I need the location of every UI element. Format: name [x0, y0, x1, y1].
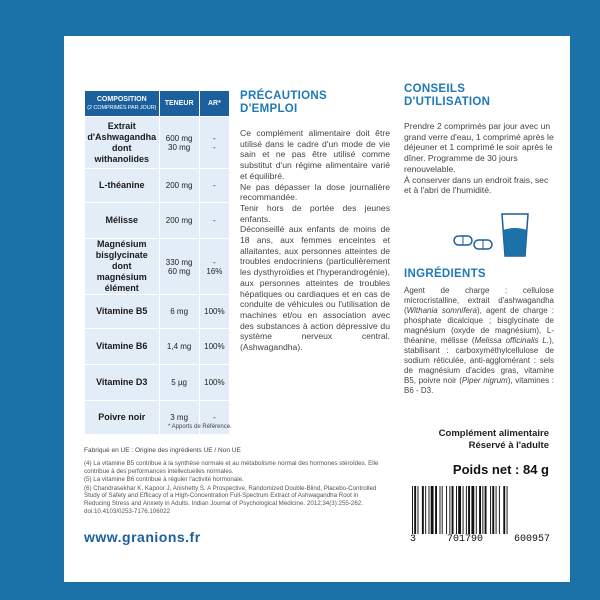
row-ar: - [199, 401, 229, 435]
row-value: 5 µg [159, 365, 199, 401]
header-composition: COMPOSITION (2 COMPRIMÉS PAR JOUR) [85, 91, 160, 117]
barcode-bar [490, 486, 491, 534]
row-ar: - [213, 142, 216, 152]
row-value: 1,4 mg [159, 329, 199, 365]
pill-icon [454, 236, 492, 249]
barcode-bar [456, 486, 457, 534]
table-footnote: * Apports de Référence. [168, 424, 232, 430]
row-value: 30 mg [168, 142, 191, 152]
conseils-title: CONSEILS D'UTILISATION [404, 83, 491, 108]
barcode-bar [492, 486, 494, 534]
barcode-bar [449, 486, 450, 534]
row-value: 6 mg [159, 295, 199, 329]
row-name: Vitamine D3 [85, 365, 160, 401]
barcode-digit-group: 3 [410, 534, 417, 545]
row-value: 60 mg [168, 266, 191, 276]
barcode-bar [482, 486, 483, 534]
conseils-text: Prendre 2 comprimés par jour avec un grand verre d'eau, 1 comprimé après le déjeuner et 1 comprimé le soir après le dîner. Programme de 30 jours renouvelable. À conserver dans un endroit frais, sec et à l'abri de l'humidité. [404, 121, 554, 196]
barcode-bar [435, 486, 437, 534]
pills-and-glass-icon [452, 210, 532, 258]
row-ar: 16% [206, 266, 223, 276]
row-name: L-théanine [85, 169, 160, 203]
row-ar: 100% [199, 365, 229, 401]
barcode-bar [458, 486, 461, 534]
barcode-bar [440, 486, 441, 534]
barcode-bar [463, 486, 464, 534]
row-value: 600 mg [165, 133, 193, 143]
row-name: Poivre noir [85, 401, 160, 435]
barcode-bar [485, 486, 487, 534]
table-row [85, 295, 230, 329]
ingredients-text: Agent de charge : cellulose microcristalline, extrait d'ashwagandha (Withania somnifera), agent de charge : phosphate dicalcique ; bisglycinate de magnésium (oxyde de magnésium), L-théanine, mélisse (Melissa officinalis L.), stabilisant : carboxyméthylcellulose de sodium réticulée, anti-agglomérant : sels de magnésium d'acides gras, vitamine B5, poivre noir (Piper nigrum), vitamines : B6 - D3. [404, 286, 555, 395]
row-ar: - [199, 203, 229, 239]
blue-border-bottom [0, 582, 600, 600]
website-link[interactable]: www.granions.fr [84, 529, 201, 545]
table-row [85, 329, 230, 365]
barcode-digits [408, 534, 552, 545]
row-name: Extrait d'Ashwagandha dont withanolides [85, 117, 160, 169]
barcode-bar [442, 486, 443, 534]
precautions-text: Ce complément alimentaire doit être utilisé dans le cadre d'un mode de vie sain et ne pas être utilisé comme substitut d'un régime alimentaire varié et équilibré. Ne pas dépasser la dose journalière recommandée. Tenir hors de portée des jeunes enfants. Déconseillé aux enfants de moins de 18 ans, aux femmes enceintes et allaitantes, aux personnes atteintes de troubles endocriniens (particulièrement les dysthyroïdies et l'hyperandrogénie), aux personnes atteintes de troubles hépatiques ou cardiaques et en cas de conduite de véhicules ou l'utilisation de machines et/ou en association avec des substances à action dépressive du système nerveux central. (Ashwagandha). [240, 128, 390, 353]
barcode-digit-group: 600957 [513, 534, 550, 545]
row-value: 330 mg [165, 257, 193, 267]
origin-text: Fabriqué en UE : Origine des ingrédients UE / Non UE [84, 447, 241, 454]
blue-border-right [570, 0, 600, 600]
barcode-bar [496, 486, 497, 534]
barcode-bar [479, 486, 481, 534]
row-ar: 100% [199, 295, 229, 329]
row-ar: - [213, 257, 216, 267]
precautions-title: PRÉCAUTIONS D'EMPLOI [240, 90, 328, 115]
barcode-bar [446, 486, 447, 534]
row-name: Magnésium bisglycinate dont magnésium élément [85, 239, 160, 295]
ingredients-title: INGRÉDIENTS [404, 268, 486, 280]
row-value: 200 mg [159, 203, 199, 239]
blue-border-left [0, 0, 64, 600]
glass-icon [502, 214, 528, 256]
row-value: 200 mg [159, 169, 199, 203]
table-row [85, 169, 230, 203]
table-row [85, 203, 230, 239]
footnotes [84, 460, 384, 516]
conseils-section [404, 83, 554, 196]
row-ar: - [213, 133, 216, 143]
header-teneur: TENEUR [159, 91, 199, 117]
barcode-bar [412, 486, 413, 534]
net-weight: Poids net : 84 g [452, 462, 549, 477]
precautions-section [240, 90, 390, 353]
footnote-item: (4) La vitamine B5 contribue à la synthèse normale et au métabolisme normal des hormones stéroïdes. Elle contribue à des performances intellectuelles normales. [84, 460, 379, 475]
footnote-item: (6) Chandrasekhar K, Kapoor J, Anishetty S. A Prospective, Randomized Double-Blind, Placebo-Controlled Study of Safety and Efficacy of a High-Concentration Full-Spectrum Extract of Ashwagandha Root in Reducing Stress and Anxiety in Adults. Indian Journal of Psychological Medicine. 2012;34(3):255-262. doi:10.4103/0253-7176.106022 [84, 484, 377, 515]
table-row [85, 117, 230, 169]
footnote-item: (5) La vitamine B6 contribue à réguler l'activité hormonale. [84, 476, 244, 484]
row-ar: - [199, 169, 229, 203]
complement-label: Complément alimentaire Réservé à l'adulte [438, 428, 549, 451]
barcode-bar [507, 486, 508, 534]
barcode-bar [471, 486, 474, 534]
barcode-bar [503, 486, 505, 534]
barcode-bar [431, 486, 434, 534]
composition-table [84, 90, 230, 435]
barcode [408, 486, 552, 534]
row-ar: 100% [199, 329, 229, 365]
barcode-bar [429, 486, 430, 534]
barcode-bar [425, 486, 426, 534]
row-name: Mélisse [85, 203, 160, 239]
blue-border-top [0, 0, 600, 36]
barcode-digit-group: 701790 [446, 534, 483, 545]
header-ar: AR* [199, 91, 229, 117]
barcode-bar [499, 486, 500, 534]
barcode-bar [422, 486, 424, 534]
barcode-bar [414, 486, 416, 534]
barcode-bar [466, 486, 467, 534]
barcode-bar [476, 486, 477, 534]
table-row [85, 239, 230, 295]
barcode-bar [452, 486, 454, 534]
barcode-bar [468, 486, 470, 534]
table-row [85, 365, 230, 401]
row-value: 3 mg [159, 401, 199, 435]
row-name: Vitamine B6 [85, 329, 160, 365]
row-name: Vitamine B5 [85, 295, 160, 329]
barcode-bar [418, 486, 419, 534]
